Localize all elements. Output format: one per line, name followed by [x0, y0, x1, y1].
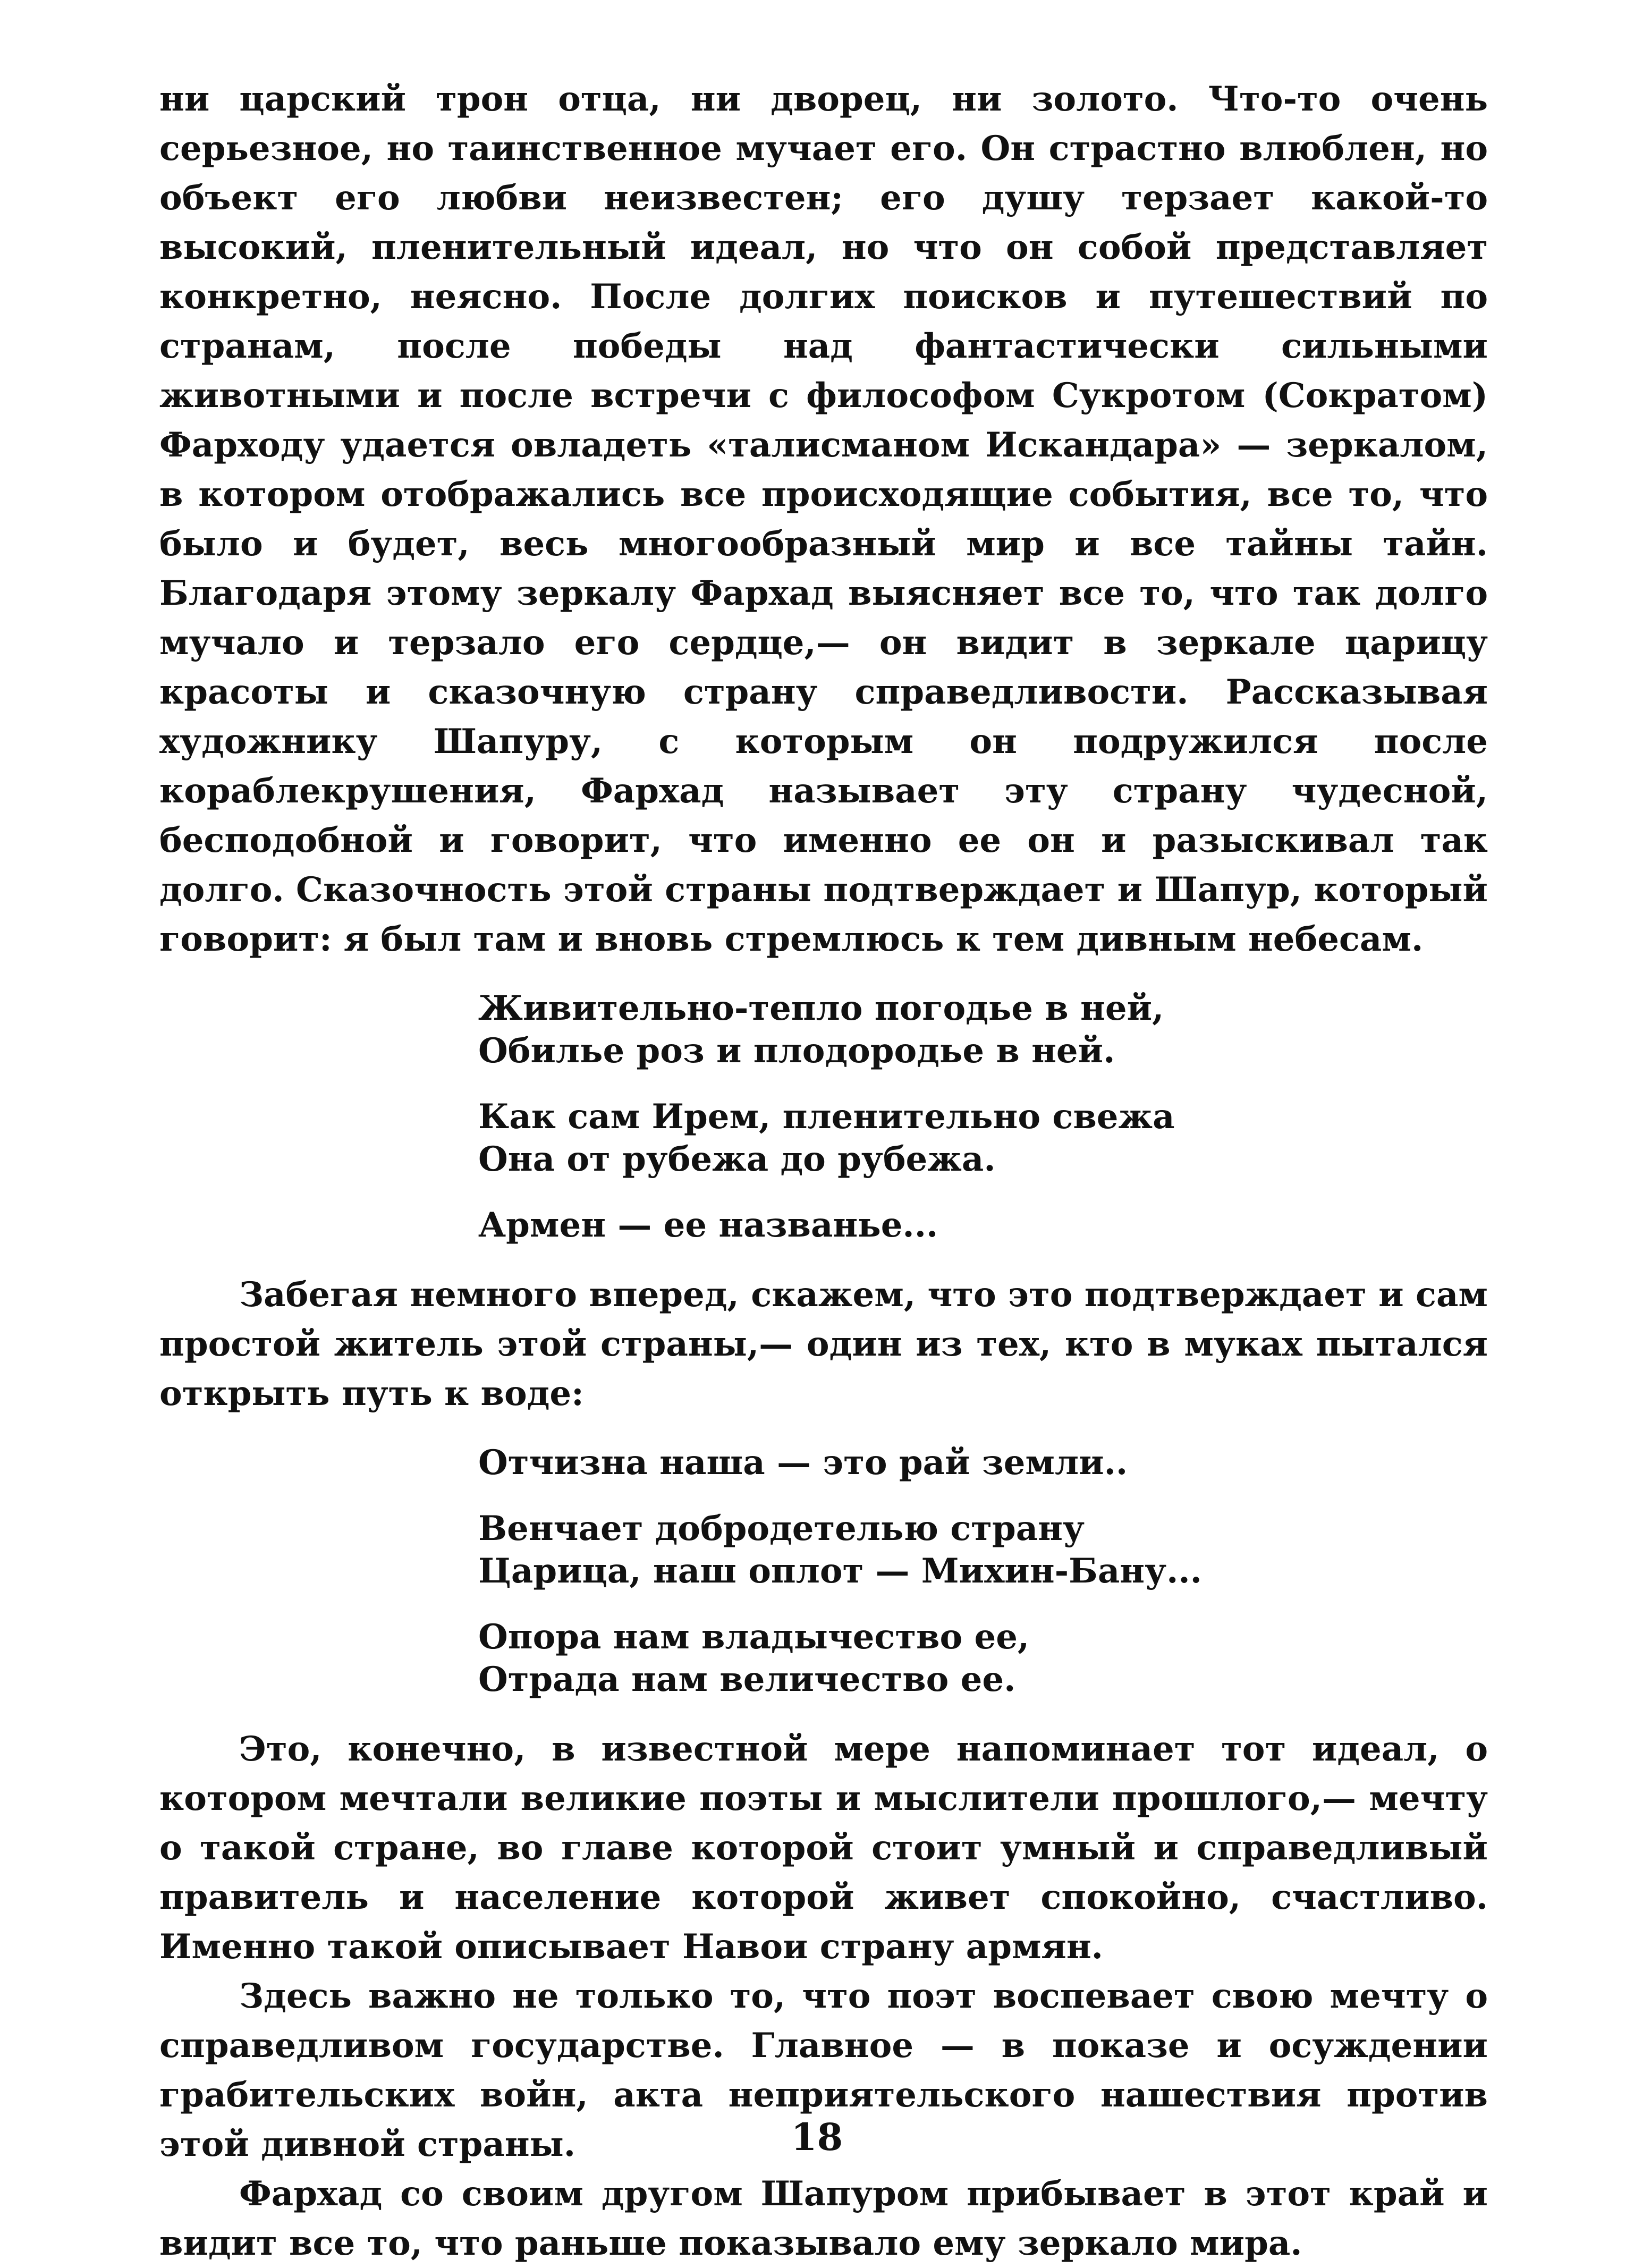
verse-line: Она от рубежа до рубежа.	[478, 1139, 996, 1179]
page-number: 18	[791, 2115, 843, 2159]
verse-line: Венчает добродетелью страну	[478, 1509, 1085, 1548]
verse-line: Обилье роз и плодородье в ней.	[478, 1031, 1115, 1071]
verse-line: Живительно-тепло погодье в ней,	[478, 988, 1164, 1028]
verse-block-armen	[159, 987, 1488, 1247]
verse-stanza	[159, 1508, 1488, 1593]
verse-stanza	[159, 1442, 1488, 1484]
paragraph-just-state: Здесь важно не только то, что поэт воспевает свою мечту о справедливом государстве. Главное — в показе и осуждении грабительских войн, акта неприятельского нашествия против этой дивной страны.	[159, 1976, 1488, 2164]
verse-stanza	[159, 1096, 1488, 1181]
verse-line: Опора нам владычество ее,	[478, 1617, 1030, 1657]
paragraph-ideal: Это, конечно, в известной мере напоминает тот идеал, о котором мечтали великие поэты и мыслители прошлого,— мечту о такой стране, во главе которой стоит умный и справедливый правитель и население которой живет спокойно, счастливо. Именно такой описывает Навои страну армян.	[159, 1729, 1488, 1967]
verse-stanza	[159, 987, 1488, 1072]
verse-line: Армен — ее названье...	[478, 1205, 938, 1245]
verse-stanza	[159, 1616, 1488, 1701]
verse-line: Как сам Ирем, пленительно свежа	[478, 1097, 1175, 1137]
verse-line: Отчизна наша — это рай земли..	[478, 1443, 1128, 1483]
paragraph-middle: Забегая немного вперед, скажем, что это подтверждает и сам простой житель этой страны,— один из тех, кто в муках пытался открыть путь к воде:	[159, 1275, 1488, 1414]
verse-line: Отрада нам величество ее.	[478, 1660, 1016, 1699]
page-content	[159, 74, 1488, 2268]
paragraph-opening: ни царский трон отца, ни дворец, ни золото. Что-то очень серьезное, но таинственное мучает его. Он страстно влюблен, но объект его любви неизвестен; его душу терзает какой-то высокий, пленительный идеал, но что он собой представляет конкретно, неясно. После долгих поисков и путешествий по странам, после победы над фантастически сильными животными и после встречи с философом Сукротом (Сократом) Фарходу удается овладеть «талисманом Искандара» — зеркалом, в котором отображались все происходящие события, все то, что было и будет, весь многообразный мир и все тайны тайн. Благодаря этому зеркалу Фархад выясняет все то, что так долго мучало и терзало его сердце,— он видит в зеркале царицу красоты и сказочную страну справедливости. Рассказывая художнику Шапуру, с которым он подружился после кораблекрушения, Фархад называет эту страну чудесной, бесподобной и говорит, что именно ее он и разыскивал так долго. Сказочность этой страны подтверждает и Шапур, который говорит: я был там и вновь стремлюсь к тем дивным небесам.	[159, 79, 1488, 959]
verse-stanza	[159, 1204, 1488, 1247]
verse-line: Царица, наш оплот — Михин-Бану...	[478, 1551, 1202, 1591]
verse-block-homeland	[159, 1442, 1488, 1701]
paragraph-farhad-arrives: Фархад со своим другом Шапуром прибывает в этот край и видит все то, что раньше показывало ему зеркало мира.	[159, 2174, 1488, 2263]
